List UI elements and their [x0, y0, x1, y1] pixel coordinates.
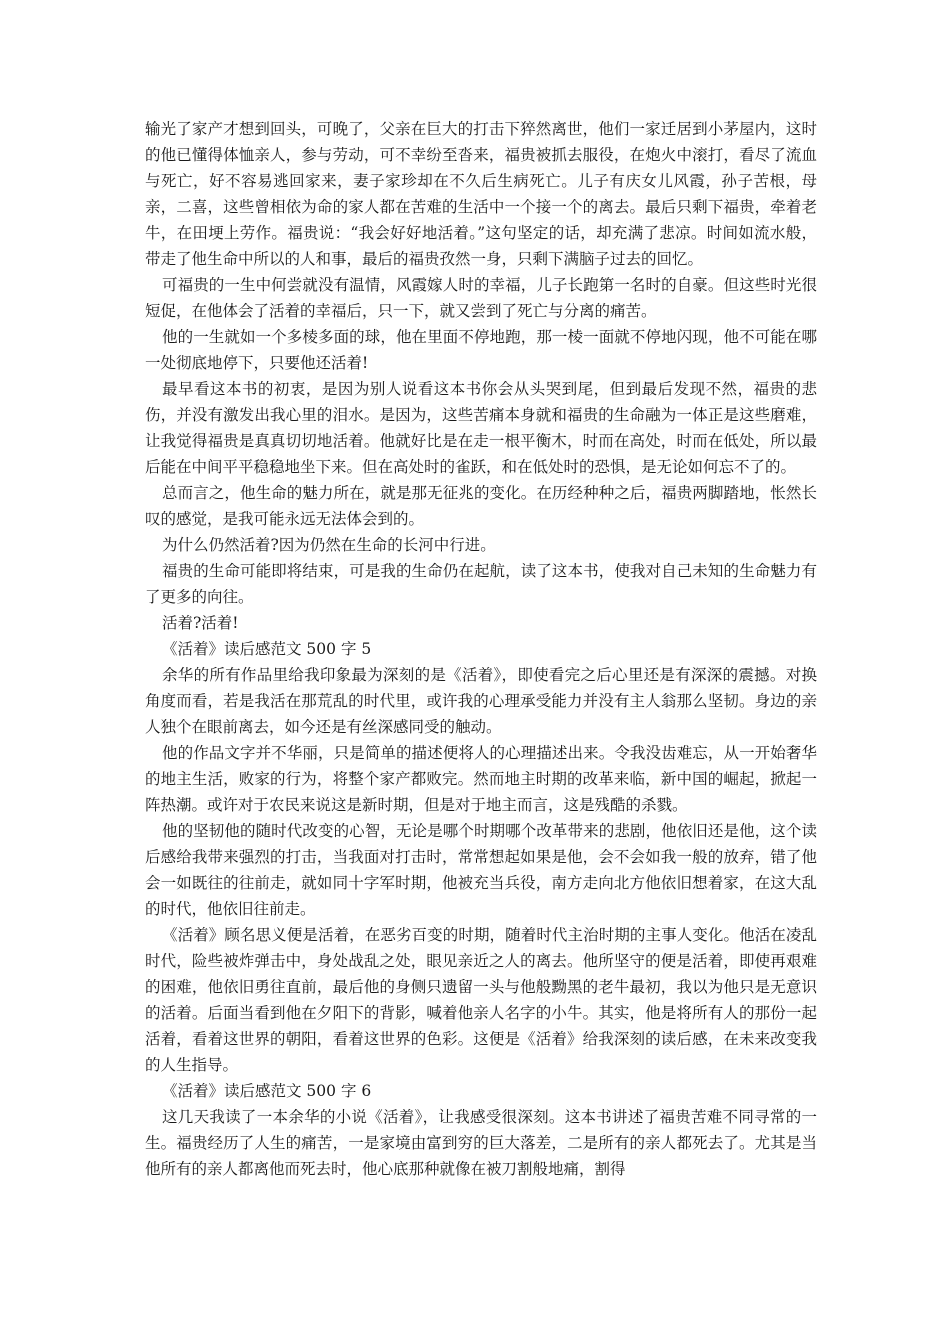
section-heading: 《活着》读后感范文 500 字 6 [162, 1082, 372, 1100]
paragraph: 输光了家产才想到回头，可晚了，父亲在巨大的打击下猝然离世，他们一家迁居到小茅屋内，这时的他已懂得体恤亲人，参与劳动，可不幸纷至沓来，福贵被抓去服役，在炮火中滚打，看尽了流血与死亡，好不容易逃回家来，妻子家珍却在不久后生病死亡。儿子有庆女儿风霞，孙子苦根，母亲，二喜，这些曾相依为命的家人都在苦难的生活中一个接一个的离去。最后只剩下福贵，牵着老牛，在田埂上劳作。福贵说：“我会好好地活着。”这句坚定的话，却充满了悲凉。时间如流水般，带走了他生命中所以的人和事，最后的福贵孜然一身，只剩下满脑子过去的回忆。 [145, 120, 817, 268]
paragraph: 《活着》顾名思义便是活着，在恶劣百变的时期，随着时代主治时期的主事人变化。他活在凌乱时代，险些被炸弹击中，身处战乱之处，眼见亲近之人的离去。他所坚守的便是活着，即使再艰难的困难，他依旧勇往直前，最后他的身侧只遗留一头与他般黝黑的老牛最初，我以为他只是无意识的活着。后面当看到他在夕阳下的背影，喊着他亲人名字的小牛。其实，他是将所有人的那份一起活着，看着这世界的朝阳，看着这世界的色彩。这便是《活着》给我深刻的读后感，在未来改变我的人生指导。 [145, 926, 817, 1074]
paragraph: 余华的所有作品里给我印象最为深刻的是《活着》，即使看完之后心里还是有深深的震撼。对换角度而看，若是我活在那荒乱的时代里，或许我的心理承受能力并没有主人翁那么坚韧。身边的亲人独个在眼前离去，如今还是有丝深感同受的触动。 [145, 666, 817, 736]
paragraph: 他的作品文字并不华丽，只是简单的描述便将人的心理描述出来。令我没齿难忘，从一开始奢华的地主生活，败家的行为，将整个家产都败完。然而地主时期的改革来临，新中国的崛起，掀起一阵热潮。或许对于农民来说这是新时期，但是对于地主而言，这是残酷的杀戮。 [145, 744, 817, 814]
paragraph: 福贵的生命可能即将结束，可是我的生命仍在起航，读了这本书，使我对自己未知的生命魅力有了更多的向往。 [145, 562, 817, 606]
paragraph: 总而言之，他生命的魅力所在，就是那无征兆的变化。在历经种种之后，福贵两脚踏地，怅然长叹的感觉，是我可能永远无法体会到的。 [145, 484, 817, 528]
paragraph: 他的一生就如一个多棱多面的球，他在里面不停地跑，那一棱一面就不停地闪现，他不可能在哪一处彻底地停下，只要他还活着! [145, 328, 817, 372]
paragraph: 最早看这本书的初衷，是因为别人说看这本书你会从头哭到尾，但到最后发现不然，福贵的悲伤，并没有激发出我心里的泪水。是因为，这些苦痛本身就和福贵的生命融为一体正是这些磨难，让我觉得福贵是真真切切地活着。他就好比是在走一根平衡木，时而在高处，时而在低处，所以最后能在中间平平稳稳地坐下来。但在高处时的雀跃，和在低处时的恐惧，是无论如何忘不了的。 [145, 380, 817, 476]
paragraph: 可福贵的一生中何尝就没有温情，风霞嫁人时的幸福，儿子长跑第一名时的自豪。但这些时光很短促，在他体会了活着的幸福后，只一下，就又尝到了死亡与分离的痛苦。 [145, 276, 817, 320]
paragraph: 活着?活着! [162, 614, 239, 632]
paragraph: 这几天我读了一本余华的小说《活着》，让我感受很深刻。这本书讲述了福贵苦难不同寻常的一生。福贵经历了人生的痛苦，一是家境由富到穷的巨大落差，二是所有的亲人都死去了。尤其是当他所有的亲人都离他而死去时，他心底那种就像在被刀割般地痛，割得 [145, 1108, 817, 1178]
document-page [145, 116, 817, 1182]
paragraph: 他的坚韧他的随时代改变的心智，无论是哪个时期哪个改革带来的悲剧，他依旧还是他，这个读后感给我带来强烈的打击，当我面对打击时，常常想起如果是他，会不会如我一般的放弃，错了他会一如既往的往前走，就如同十字军时期，他被充当兵役，南方走向北方他依旧想着家，在这大乱的时代，他依旧往前走。 [145, 822, 817, 918]
section-heading: 《活着》读后感范文 500 字 5 [162, 640, 372, 658]
paragraph: 为什么仍然活着?因为仍然在生命的长河中行进。 [162, 536, 496, 554]
